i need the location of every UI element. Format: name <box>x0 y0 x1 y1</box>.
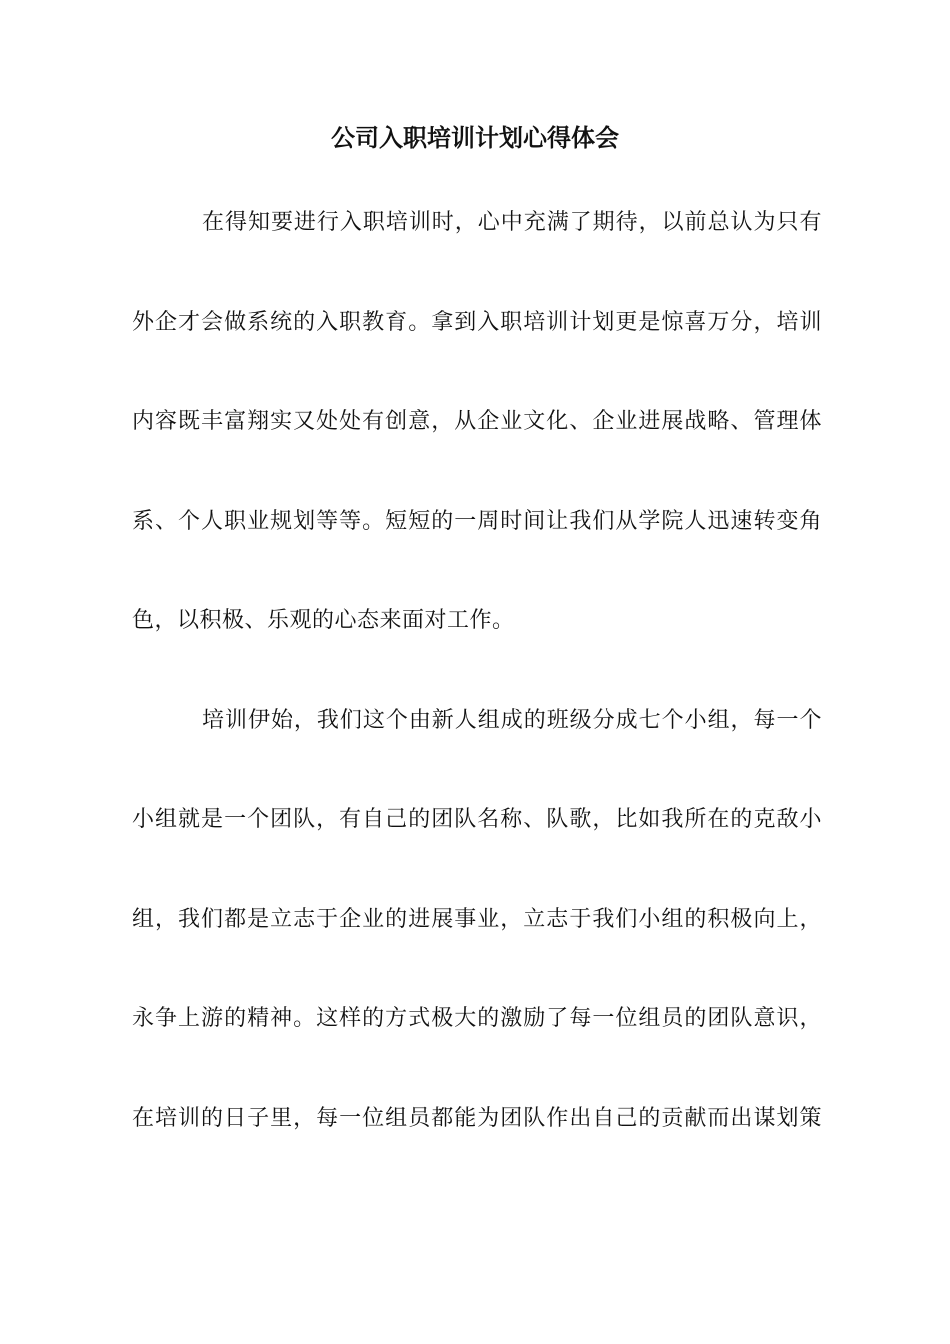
paragraph-2-line-2: 小组就是一个团队，有自己的团队名称、队歌，比如我所在的克敌小 <box>132 807 822 832</box>
paragraph-2-line-1: 培训伊始，我们这个由新人组成的班级分成七个小组，每一个 <box>202 708 822 733</box>
paragraph-2-line-3: 组，我们都是立志于企业的进展事业，立志于我们小组的积极向上， <box>132 907 822 932</box>
paragraph-2-line-5: 在培训的日子里，每一位组员都能为团队作出自己的贡献而出谋划策 <box>132 1106 822 1131</box>
paragraph-1-line-1: 在得知要进行入职培训时，心中充满了期待，以前总认为只有 <box>202 210 822 235</box>
paragraph-1-line-2: 外企才会做系统的入职教育。拿到入职培训计划更是惊喜万分，培训 <box>132 310 822 335</box>
document-title: 公司入职培训计划心得体会 <box>331 124 619 152</box>
paragraph-1-line-5: 色，以积极、乐观的心态来面对工作。 <box>132 608 515 633</box>
paragraph-2-line-4: 永争上游的精神。这样的方式极大的激励了每一位组员的团队意识， <box>132 1006 822 1031</box>
paragraph-1-line-4: 系、个人职业规划等等。短短的一周时间让我们从学院人迅速转变角 <box>132 509 822 534</box>
paragraph-1-line-3: 内容既丰富翔实又处处有创意，从企业文化、企业进展战略、管理体 <box>132 409 822 434</box>
